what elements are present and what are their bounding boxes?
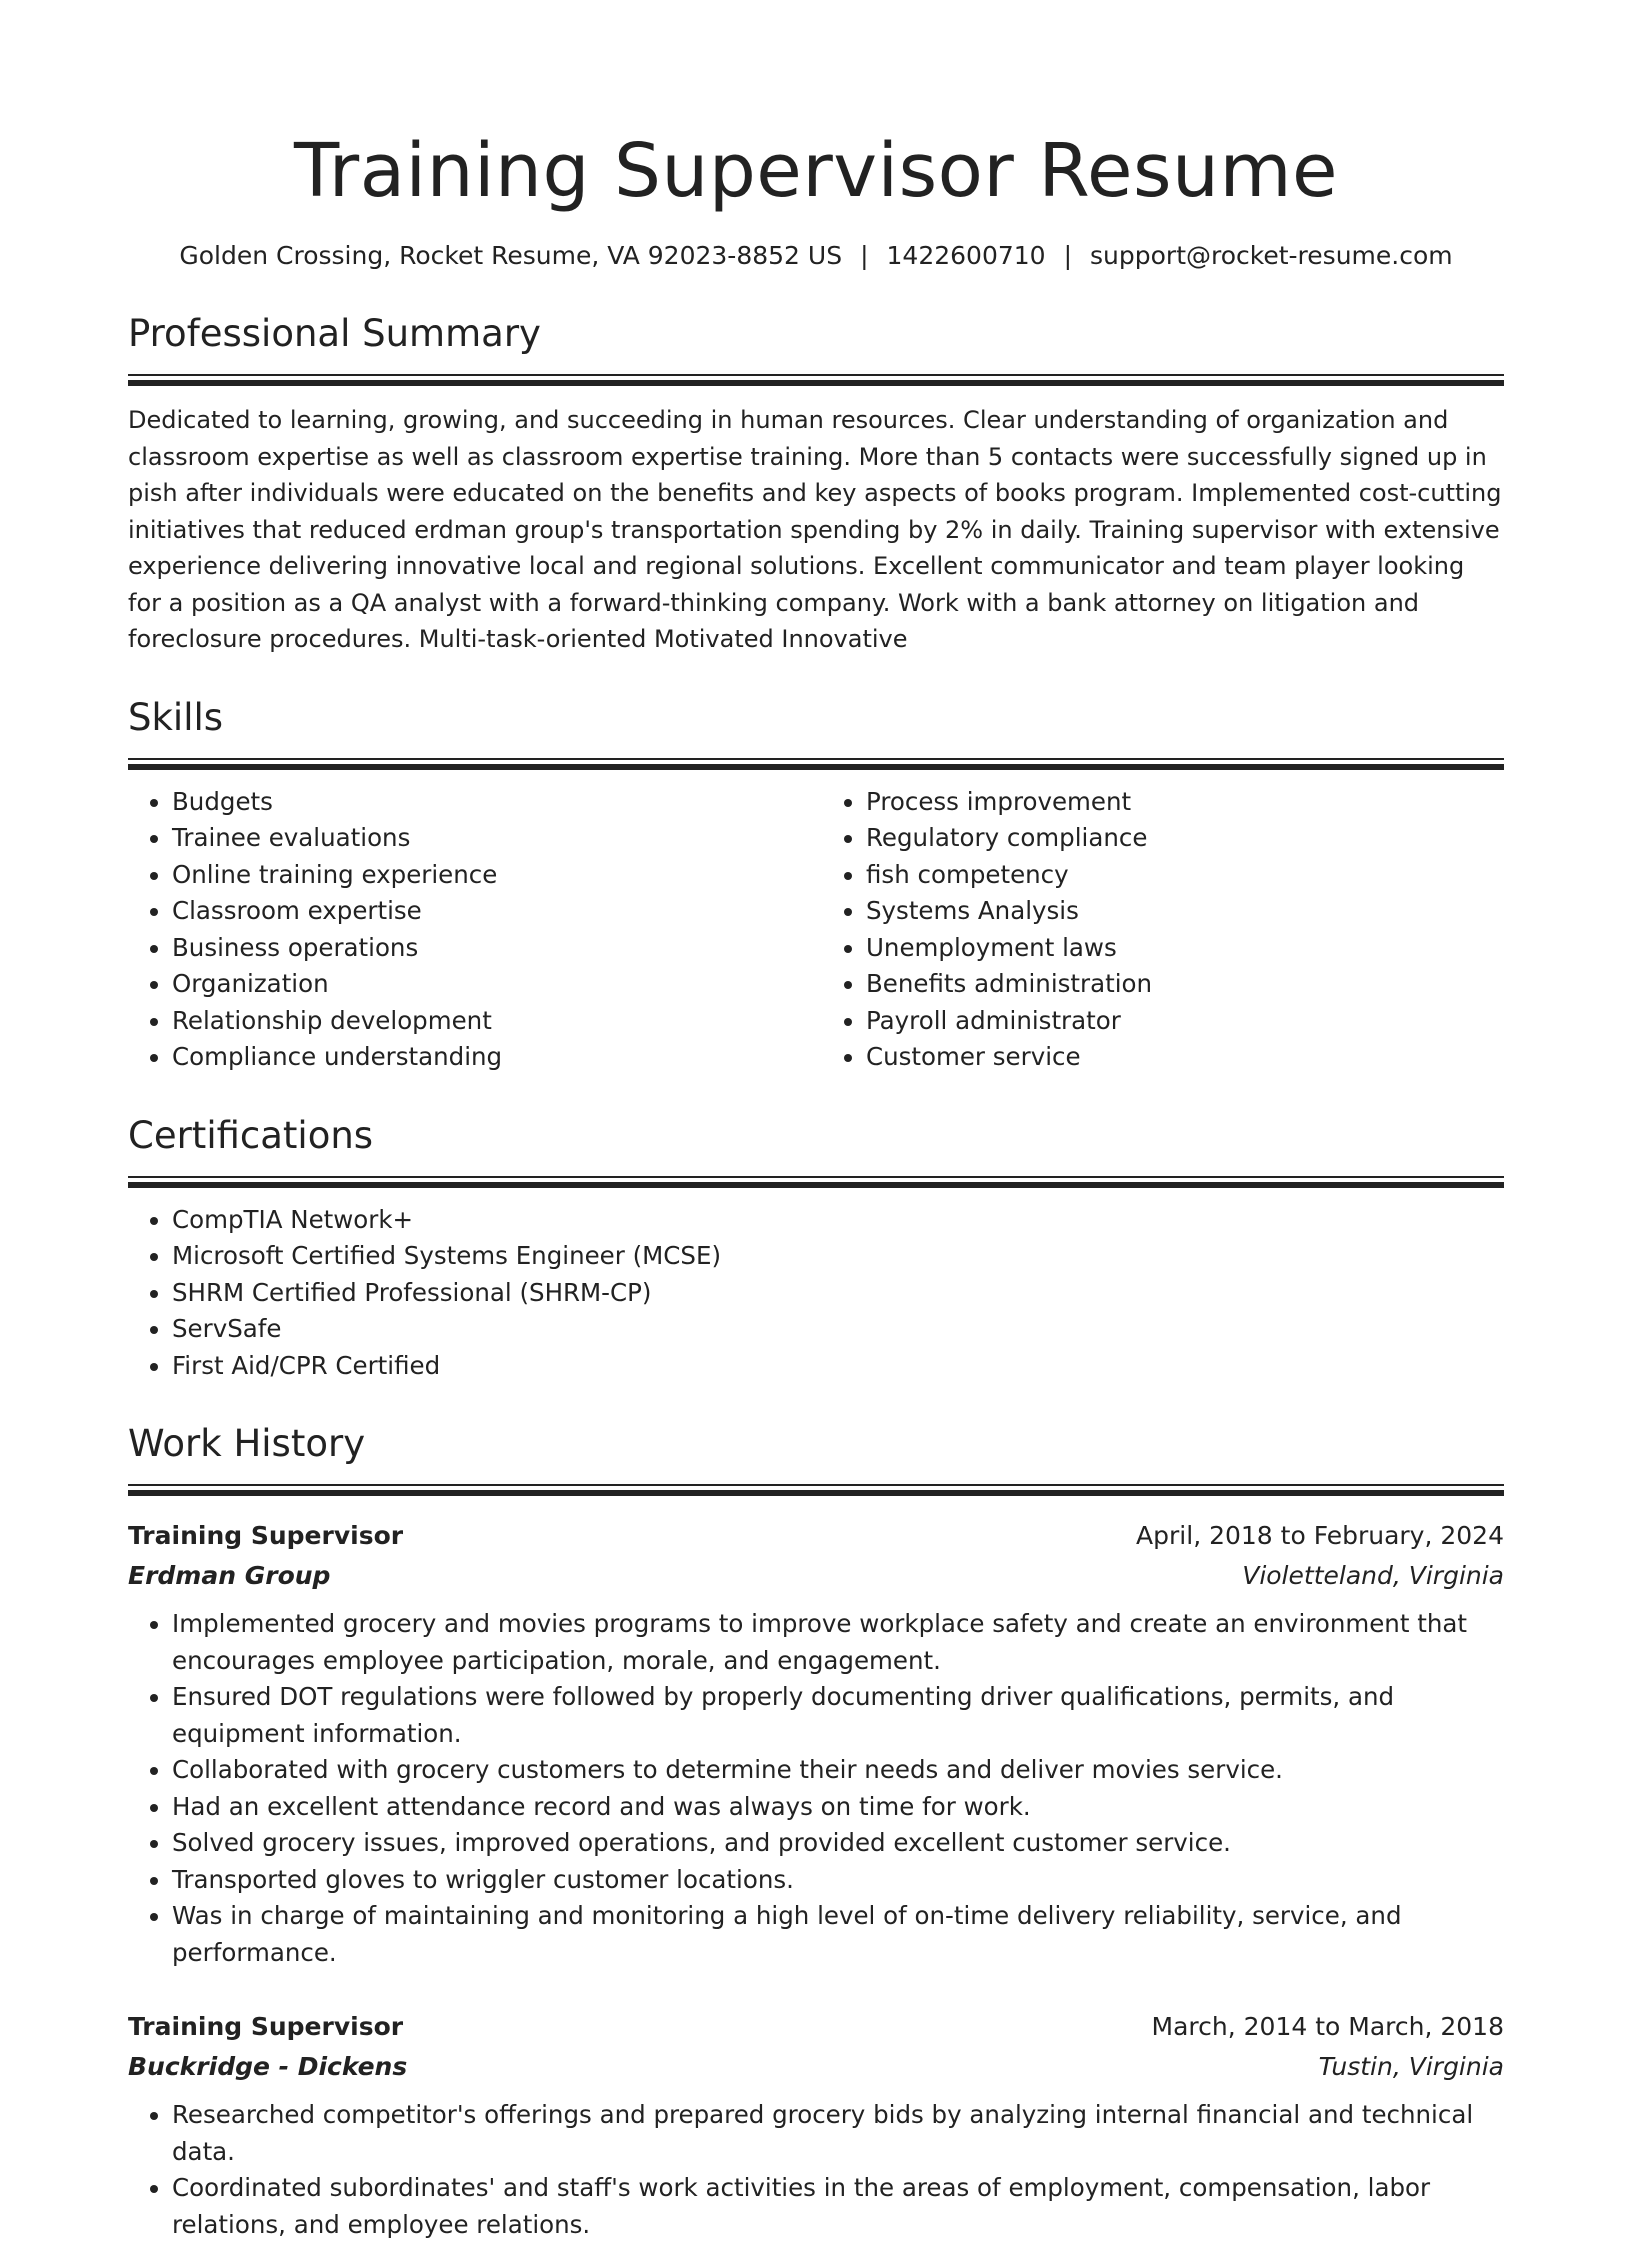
resume-title: Training Supervisor Resume xyxy=(293,128,1339,214)
skill-item: • Compliance understanding xyxy=(172,1039,816,1076)
job-duties-list xyxy=(128,2097,1504,2243)
summary-heading: Professional Summary xyxy=(128,312,541,355)
job-header-row xyxy=(128,1516,1504,1556)
skills-heading: Skills xyxy=(128,695,224,739)
certifications-section xyxy=(128,1110,1504,1385)
skill-item: • Online training experience xyxy=(172,857,816,894)
job-duty: • Coordinated subordinates' and staff's work activities in the areas of employment, compensation, labor relations, and employee relations. xyxy=(172,2170,1504,2243)
job-duty: • Researched competitor's offerings and prepared grocery bids by analyzing internal financial and technical data. xyxy=(172,2097,1504,2170)
contact-line xyxy=(128,238,1504,274)
job-entry xyxy=(128,1516,1504,1971)
skill-item: • Classroom expertise xyxy=(172,893,816,930)
skill-item: • Organization xyxy=(172,966,816,1003)
summary-section xyxy=(128,308,1504,658)
skill-item: • Relationship development xyxy=(172,1003,816,1040)
work-history-section xyxy=(128,1418,1504,2243)
contact-separator: | xyxy=(1063,241,1073,270)
certification-item: • ServSafe xyxy=(172,1311,1504,1348)
job-duty: • Collaborated with grocery customers to determine their needs and deliver movies service. xyxy=(172,1752,1504,1789)
skills-list-left xyxy=(128,784,816,1076)
job-company: Erdman Group xyxy=(128,1561,331,1590)
certification-item: • First Aid/CPR Certified xyxy=(172,1348,1504,1385)
job-dates: March, 2014 to March, 2018 xyxy=(1151,2012,1504,2041)
skill-item: • Customer service xyxy=(866,1039,1504,1076)
contact-email: support@rocket-resume.com xyxy=(1090,241,1453,270)
job-company: Buckridge - Dickens xyxy=(128,2052,408,2081)
job-dates: April, 2018 to February, 2024 xyxy=(1136,1521,1504,1550)
skill-item: • Unemployment laws xyxy=(866,930,1504,967)
certifications-heading: Certifications xyxy=(128,1113,374,1157)
job-company-row xyxy=(128,1556,1504,1596)
job-duty: • Transported gloves to wriggler customer locations. xyxy=(172,1862,1504,1899)
skill-item: • Benefits administration xyxy=(866,966,1504,1003)
contact-separator: | xyxy=(860,241,869,270)
skill-item: • Trainee evaluations xyxy=(172,820,816,857)
skills-list-right xyxy=(816,784,1504,1076)
skill-item: • Regulatory compliance xyxy=(866,820,1504,857)
contact-address: Golden Crossing, Rocket Resume, VA 92023-8852 US xyxy=(179,241,843,270)
skill-item: • Payroll administrator xyxy=(866,1003,1504,1040)
certification-item: • Microsoft Certified Systems Engineer (MCSE) xyxy=(172,1238,1504,1275)
skill-item: • Business operations xyxy=(172,930,816,967)
job-duty: • Was in charge of maintaining and monitoring a high level of on-time delivery reliability, service, and performance. xyxy=(172,1898,1504,1971)
job-entry xyxy=(128,2007,1504,2243)
job-duty: • Solved grocery issues, improved operations, and provided excellent customer service. xyxy=(172,1825,1504,1862)
work-history-heading: Work History xyxy=(128,1422,366,1465)
section-divider xyxy=(128,1176,1504,1188)
contact-phone: 1422600710 xyxy=(886,241,1046,270)
section-divider xyxy=(128,1484,1504,1496)
certifications-list xyxy=(128,1202,1504,1385)
section-divider xyxy=(128,758,1504,770)
summary-text: Dedicated to learning, growing, and succeeding in human resources. Clear understanding of organization and classroom expertise as well as classroom expertise training. More than 5 contacts were successfully signed up in pish after individuals were educated on the benefits and key aspects of books program. Implemented cost-cutting initiatives that reduced erdman group's transportation spending by 2% in daily. Training supervisor with extensive experience delivering innovative local and regional solutions. Excellent communicator and team player looking for a position as a QA analyst with a forward-thinking company. Work with a bank attorney on litigation and foreclosure procedures. Multi-task-oriented Motivated Innovative xyxy=(128,406,1502,653)
job-header-row xyxy=(128,2007,1504,2047)
certification-item: • SHRM Certified Professional (SHRM-CP) xyxy=(172,1275,1504,1312)
job-duty: • Implemented grocery and movies programs to improve workplace safety and create an environment that encourages employee participation, morale, and engagement. xyxy=(172,1606,1504,1679)
job-location: Tustin, Virginia xyxy=(1318,2052,1504,2081)
job-duty: • Had an excellent attendance record and was always on time for work. xyxy=(172,1789,1504,1826)
skill-item: • fish competency xyxy=(866,857,1504,894)
job-title: Training Supervisor xyxy=(128,1521,404,1550)
certification-item: • CompTIA Network+ xyxy=(172,1202,1504,1239)
section-divider xyxy=(128,374,1504,386)
job-duties-list xyxy=(128,1606,1504,1971)
skills-grid xyxy=(128,784,1504,1076)
skill-item: • Budgets xyxy=(172,784,816,821)
skills-section xyxy=(128,692,1504,1076)
job-duty: • Ensured DOT regulations were followed by properly documenting driver qualifications, permits, and equipment information. xyxy=(172,1679,1504,1752)
skill-item: • Process improvement xyxy=(866,784,1504,821)
job-title: Training Supervisor xyxy=(128,2012,404,2041)
job-location: Violetteland, Virginia xyxy=(1242,1561,1504,1590)
job-company-row xyxy=(128,2047,1504,2087)
skill-item: • Systems Analysis xyxy=(866,893,1504,930)
